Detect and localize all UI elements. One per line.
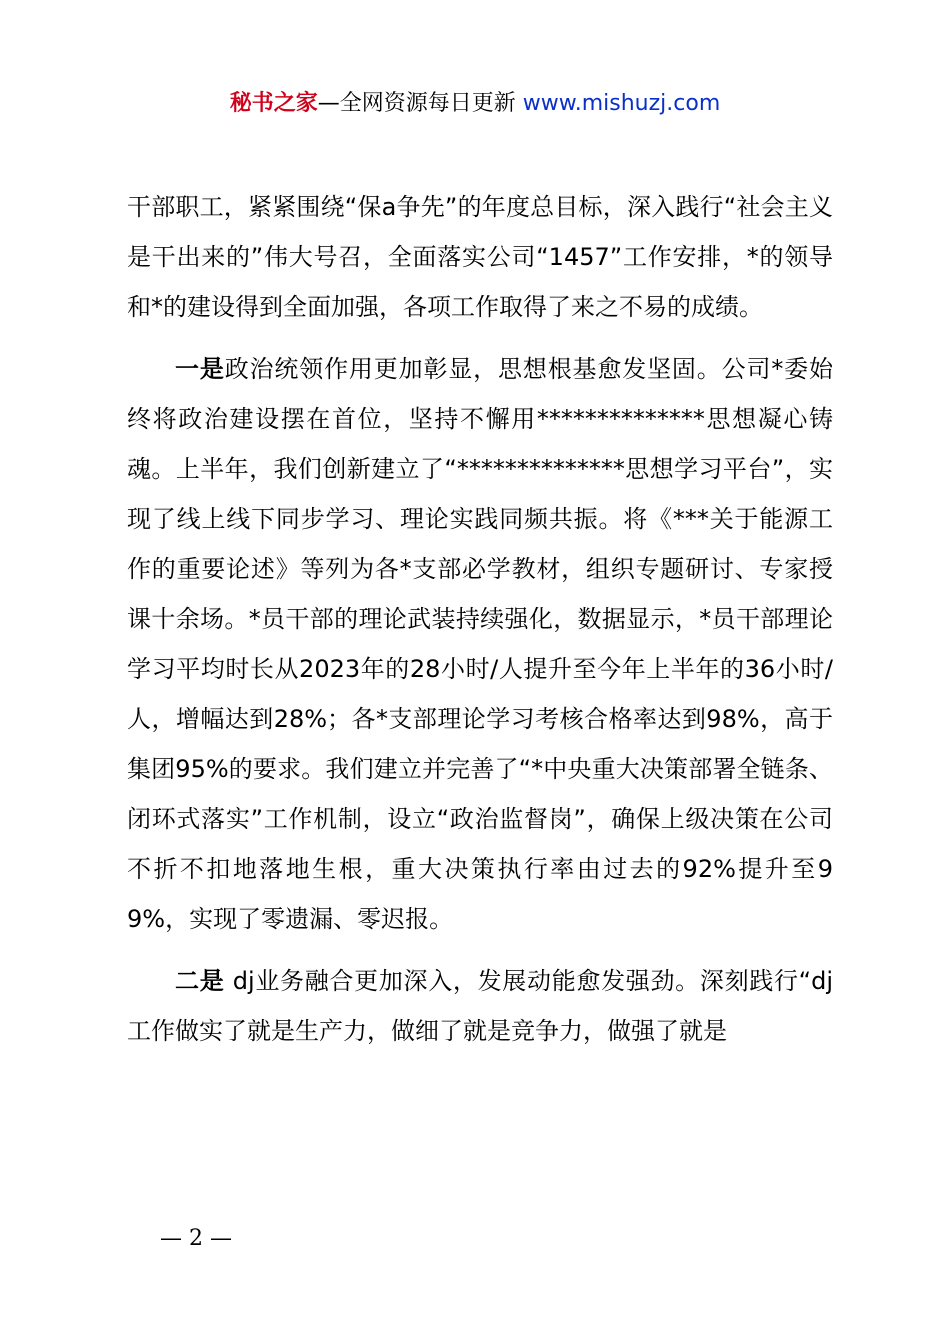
paragraph-continuation (127, 182, 833, 332)
paragraph-text: 干部职工，紧紧围绕“保a争先”的年度总目标，深入践行“社会主义是干出来的”伟大号召，全面落实公司“1457”工作安排，*的领导和*的建设得到全面加强，各项工作取得了来之不易的成绩。 (127, 193, 833, 321)
site-banner (0, 88, 950, 120)
paragraph-lead: 二是 (175, 967, 225, 995)
page-number: — 2 — (160, 1226, 232, 1251)
paragraph-point-one (127, 344, 833, 944)
banner-tagline: —全网资源每日更新 (317, 91, 516, 116)
paragraph-lead: 一是 (175, 355, 225, 383)
brand-name: 秘书之家 (229, 91, 318, 116)
paragraph-text: 政治统领作用更加彰显，思想根基愈发坚固。公司*委始终将政治建设摆在首位，坚持不懈用**************思想凝心铸魂。上半年，我们创新建立了“**************思想学习平台”，实现了线上线下同步学习、理论实践同频共振。将《***关于能源工作的重要论述》等列为各*支部必学教材，组织专题研讨、专家授课十余场。*员干部的理论武装持续强化，数据显示，*员干部理论学习平均时长从2023年的28小时/人提升至今年上半年的36小时/人，增幅达到28%；各*支部理论学习考核合格率达到98%，高于集团95%的要求。我们建立并完善了“*中央重大决策部署全链条、闭环式落实”工作机制，设立“政治监督岗”，确保上级决策在公司不折不扣地落地生根，重大决策执行率由过去的92%提升至99%，实现了零遗漏、零迟报。 (127, 355, 834, 933)
document-body (127, 182, 833, 1056)
paragraph-text: dj业务融合更加深入，发展动能愈发强劲。深刻践行“dj工作做实了就是生产力，做细了就是竞争力，做强了就是 (127, 967, 834, 1045)
paragraph-point-two (127, 956, 833, 1056)
website-link[interactable]: www.mishuzj.com (522, 91, 721, 116)
